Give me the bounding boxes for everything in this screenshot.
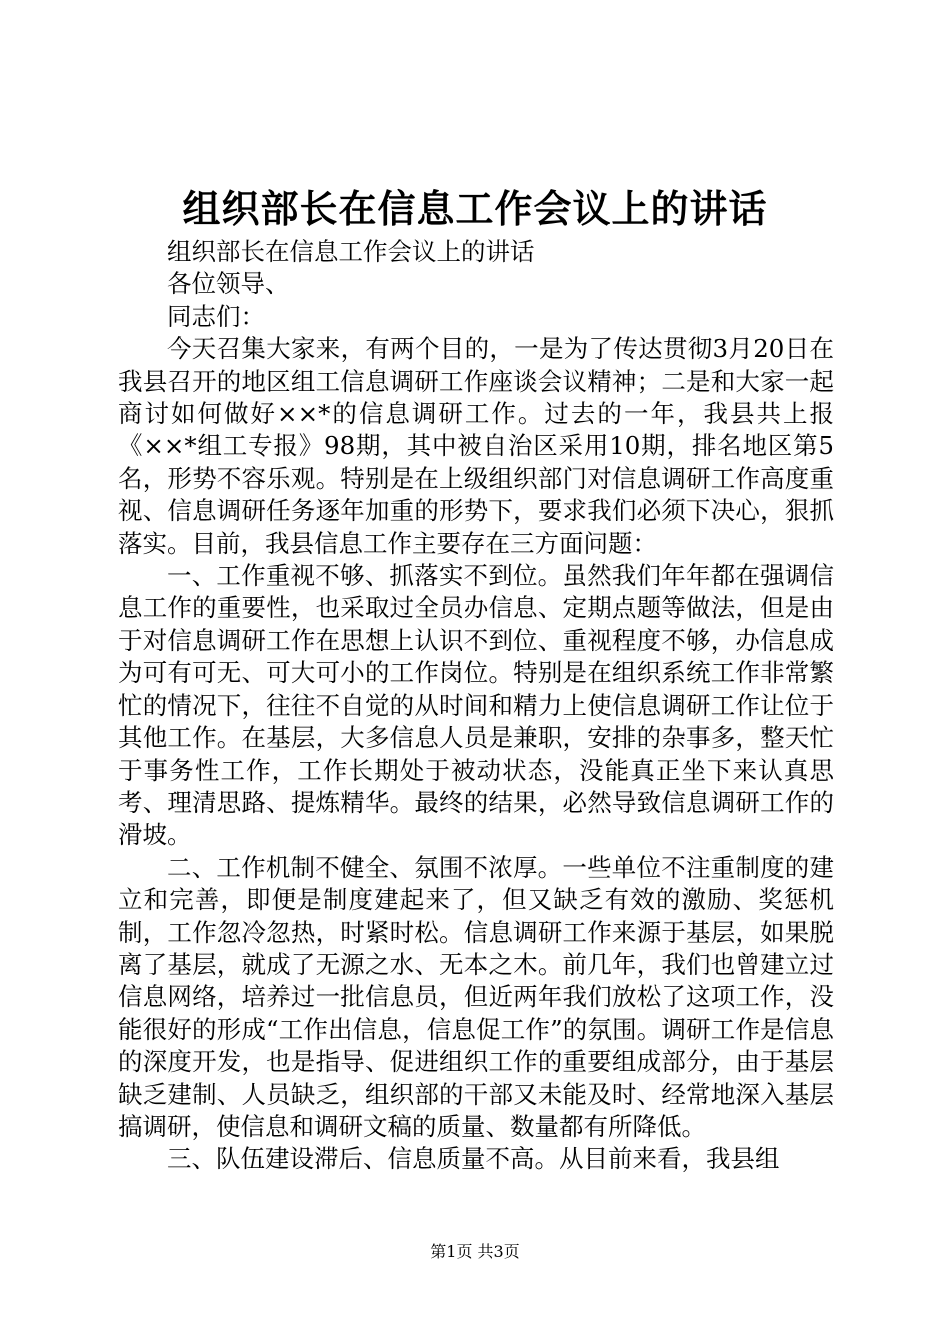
- body-paragraph-issue-3: 三、队伍建设滞后、信息质量不高。从目前来看，我县组: [167, 1144, 780, 1174]
- body-paragraph-heading: 组织部长在信息工作会议上的讲话: [167, 237, 535, 266]
- body-paragraph-issue-2: 二、工作机制不健全、氛围不浓厚。一些单位不注重制度的建立和完善，即便是制度建起来了，但又缺乏有效的激励、奖惩机制，工作忽冷忽热，时紧时松。信息调研工作来源于基层，如果脱离了基层，就成了无源之水、无本之木。前几年，我们也曾建立过信息网络，培养过一批信息员，但近两年我们放松了这项工作，没能很好的形成“工作出信息，信息促工作”的氛围。调研工作是信息的深度开发，也是指导、促进组织工作的重要组成部分，由于基层缺乏建制、人员缺乏，组织部的干部又未能及时、经常地深入基层搞调研，使信息和调研文稿的质量、数量都有所降低。: [118, 852, 834, 1141]
- body-paragraph-issue-1: 一、工作重视不够、抓落实不到位。虽然我们年年都在强调信息工作的重要性，也采取过全员办信息、定期点题等做法，但是由于对信息调研工作在思想上认识不到位、重视程度不够，办信息成为可有可无、可大可小的工作岗位。特别是在组织系统工作非常繁忙的情况下，往往不自觉的从时间和精力上使信息调研工作让位于其他工作。在基层，大多信息人员是兼职，安排的杂事多，整天忙于事务性工作，工作长期处于被动状态，没能真正坐下来认真思考、理清思路、提炼精华。最终的结果，必然导致信息调研工作的滑坡。: [118, 561, 834, 850]
- document-title: 组织部长在信息工作会议上的讲话: [182, 186, 768, 231]
- body-paragraph-salutation-2: 同志们：: [167, 301, 265, 331]
- document-body: [118, 236, 834, 1176]
- page-number-footer: 第1页 共3页: [430, 1242, 520, 1261]
- body-paragraph-intro: 今天召集大家来，有两个目的，一是为了传达贯彻3月20日在我县召开的地区组工信息调研工作座谈会议精神；二是和大家一起商讨如何做好××*的信息调研工作。过去的一年，我县共上报《××*组工专报》98期，其中被自治区采用10期，排名地区第5名，形势不容乐观。特别是在上级组织部门对信息调研工作高度重视、信息调研任务逐年加重的形势下，要求我们必须下决心，狠抓落实。目前，我县信息工作主要存在三方面问题：: [118, 334, 834, 558]
- body-paragraph-salutation-1: 各位领导、: [167, 269, 290, 299]
